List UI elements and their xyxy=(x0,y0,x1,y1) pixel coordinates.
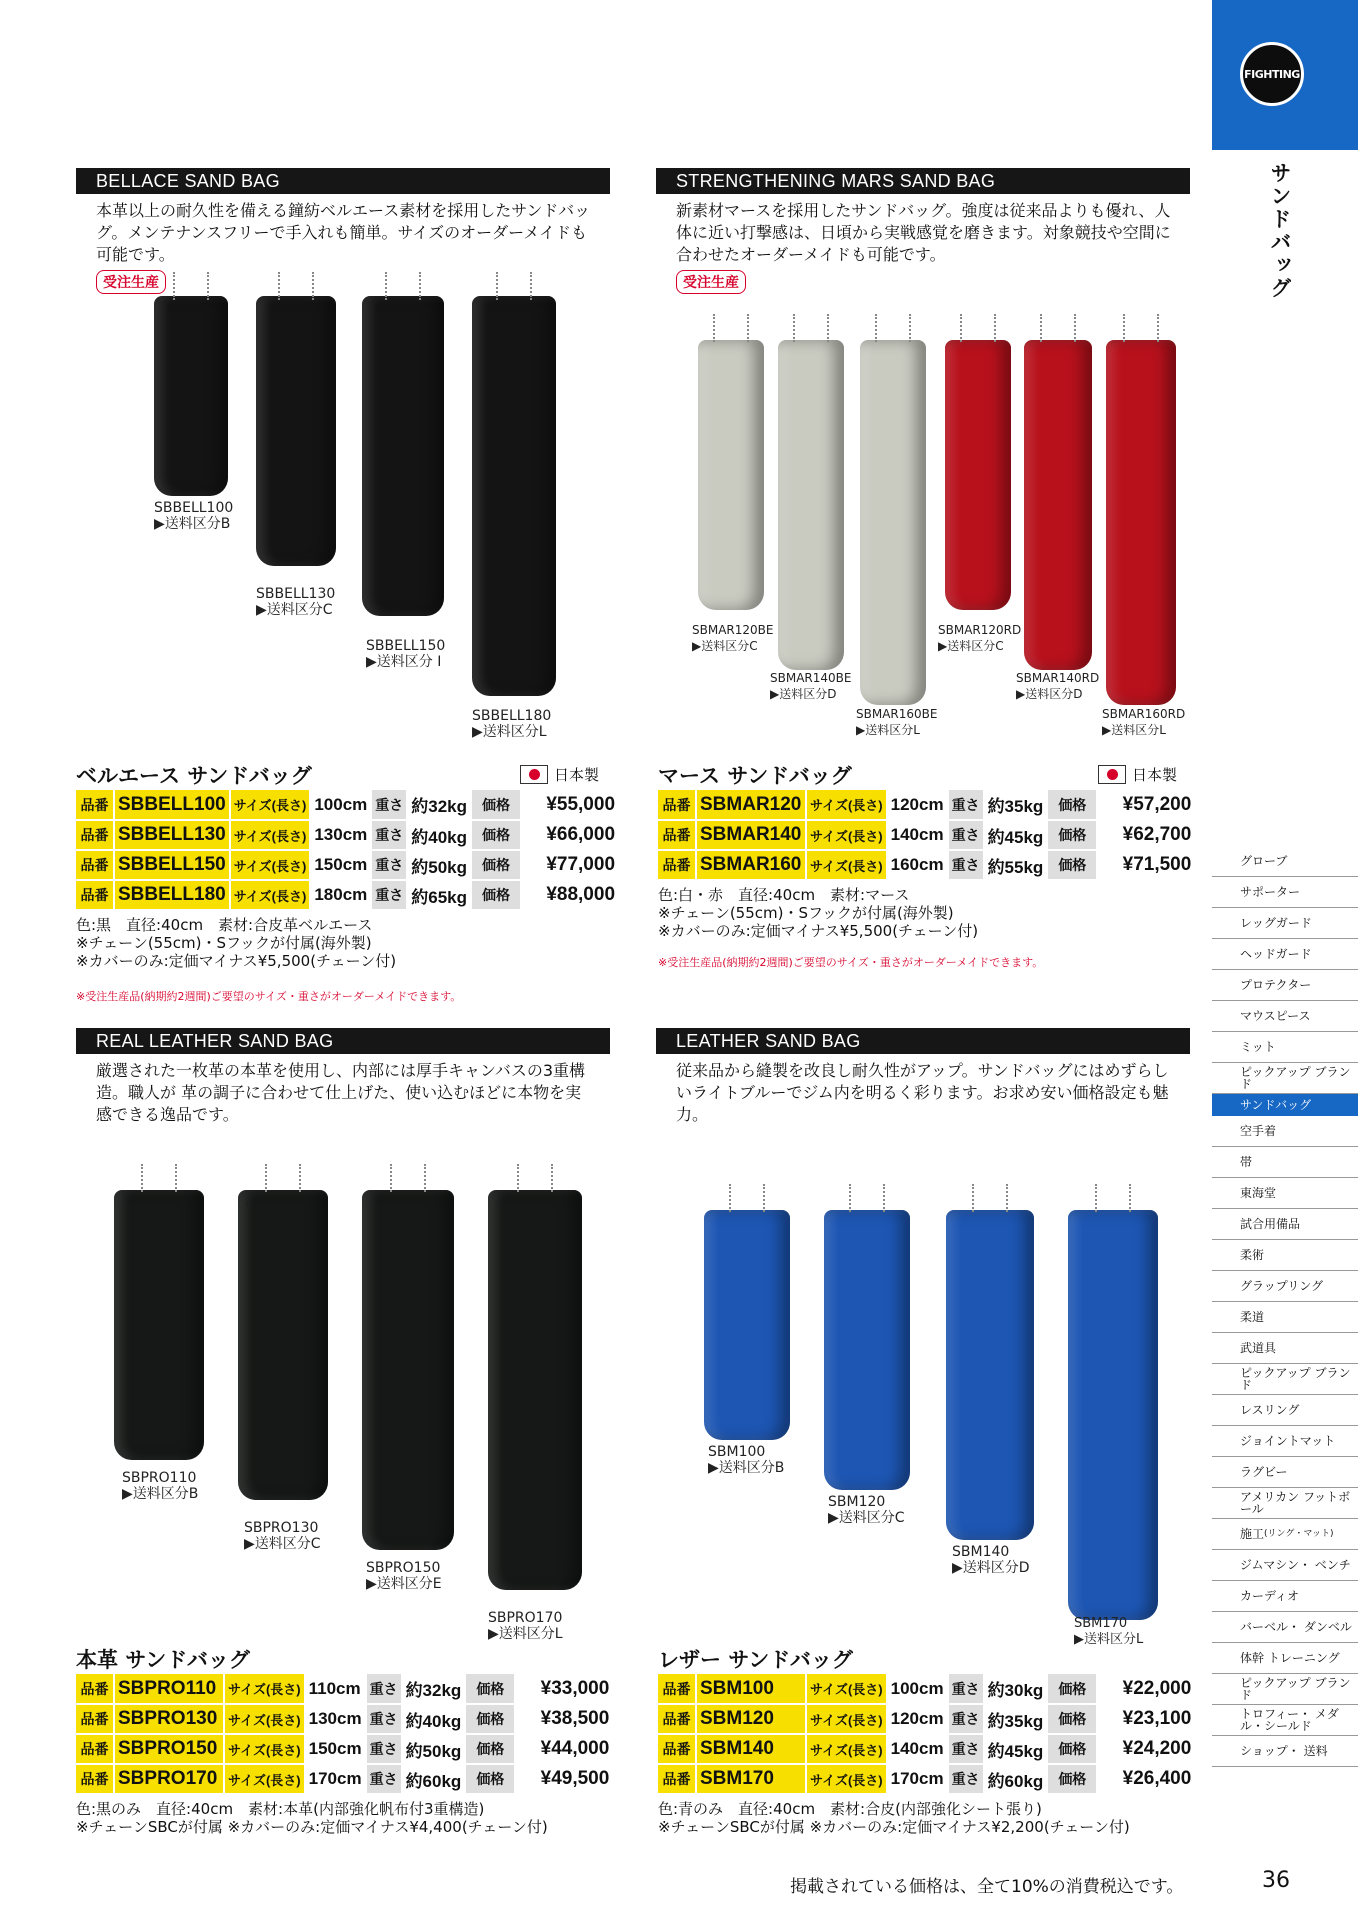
spec-table xyxy=(76,1674,614,1795)
weight-value: 約35kg xyxy=(984,1704,1048,1734)
price-value: ¥62,700 xyxy=(1097,820,1195,850)
price-label: 価格 xyxy=(1047,820,1097,850)
hinban-label: 品番 xyxy=(658,1704,696,1734)
weight-value: 約65kg xyxy=(407,880,471,910)
size-label: サイズ(長さ) xyxy=(230,850,311,880)
size-value: 130cm xyxy=(305,1704,366,1734)
weight-value: 約55kg xyxy=(984,850,1048,880)
size-label: サイズ(長さ) xyxy=(230,880,311,910)
price-label: 価格 xyxy=(471,820,521,850)
size-label: サイズ(長さ) xyxy=(806,1704,887,1734)
product-title: マース サンドバッグ xyxy=(658,764,852,788)
table-row xyxy=(76,790,619,820)
price-value: ¥23,100 xyxy=(1097,1704,1195,1734)
bag-image xyxy=(488,1190,582,1590)
nav-item[interactable]: 試合用備品 xyxy=(1212,1209,1358,1240)
bag-image xyxy=(256,296,336,566)
price-value: ¥71,500 xyxy=(1097,850,1195,880)
price-value: ¥33,000 xyxy=(515,1674,613,1704)
nav-item[interactable]: ヘッドガード xyxy=(1212,939,1358,970)
bag-image xyxy=(1068,1210,1158,1620)
bag-image xyxy=(472,296,556,696)
bag-label: SBMAR140RD ▶送料区分D xyxy=(1016,671,1100,701)
bag-image xyxy=(824,1210,910,1490)
nav-item[interactable]: アメリカン フットボール xyxy=(1212,1488,1358,1519)
bag-label: SBMAR140BE ▶送料区分D xyxy=(770,671,852,701)
vertical-category-label: サンドバッグ xyxy=(1268,162,1292,300)
made-in-japan: 日本製 xyxy=(520,764,599,785)
price-value: ¥57,200 xyxy=(1097,790,1195,820)
section-header: REAL LEATHER SAND BAG xyxy=(76,1028,610,1054)
size-value: 130cm xyxy=(310,820,371,850)
section-header: BELLACE SAND BAG xyxy=(76,168,610,194)
hinban-label: 品番 xyxy=(658,850,696,880)
product-code: SBPRO130 xyxy=(114,1704,224,1734)
japan-flag-icon xyxy=(1098,765,1126,784)
nav-item[interactable]: ミット xyxy=(1212,1032,1358,1063)
weight-value: 約45kg xyxy=(984,1734,1048,1764)
price-value: ¥24,200 xyxy=(1097,1734,1195,1764)
weight-label: 重さ xyxy=(371,850,407,880)
product-code: SBM140 xyxy=(696,1734,806,1764)
table-row xyxy=(658,1674,1195,1704)
product-code: SBM120 xyxy=(696,1704,806,1734)
nav-item[interactable]: ジムマシン・ ベンチ xyxy=(1212,1550,1358,1581)
section-real-leather xyxy=(76,1028,610,1126)
category-tab xyxy=(1212,0,1358,150)
size-value: 160cm xyxy=(887,850,948,880)
weight-value: 約60kg xyxy=(402,1764,466,1794)
nav-item[interactable]: ピックアップ ブランド xyxy=(1212,1674,1358,1705)
product-code: SBMAR160 xyxy=(696,850,806,880)
bag-label: SBBELL180 ▶送料区分L xyxy=(472,708,552,740)
price-label: 価格 xyxy=(471,790,521,820)
bag-label: SBM120 ▶送料区分C xyxy=(828,1494,905,1526)
weight-value: 約45kg xyxy=(984,820,1048,850)
weight-label: 重さ xyxy=(948,1674,984,1704)
hinban-label: 品番 xyxy=(658,820,696,850)
product-code: SBM100 xyxy=(696,1674,806,1704)
size-value: 150cm xyxy=(305,1734,366,1764)
bag-image xyxy=(238,1190,328,1500)
product-notes: 色:白・赤 直径:40cm 素材:マース ※チェーン(55cm)・Sフックが付属(海外製) ※カバーのみ:定価マイナス¥5,500(チェーン付) xyxy=(658,886,979,940)
nav-item[interactable]: 柔道 xyxy=(1212,1302,1358,1333)
product-title: ベルエース サンドバッグ xyxy=(76,764,312,788)
weight-label: 重さ xyxy=(948,1734,984,1764)
table-row xyxy=(658,820,1195,850)
bag-label: SBM140 ▶送料区分D xyxy=(952,1544,1030,1576)
hinban-label: 品番 xyxy=(658,790,696,820)
size-value: 100cm xyxy=(887,1674,948,1704)
price-label: 価格 xyxy=(1047,850,1097,880)
section-description: 厳選された一枚革の本革を使用し、内部には厚手キャンバスの3重構造。職人が 革の調子に合わせて仕上げた、使い込むほどに本物を実感できる逸品です。 xyxy=(96,1061,586,1124)
made-to-order-badge: 受注生産 xyxy=(96,270,166,294)
size-value: 100cm xyxy=(310,790,371,820)
bag-image xyxy=(704,1210,790,1440)
weight-label: 重さ xyxy=(371,790,407,820)
price-label: 価格 xyxy=(471,850,521,880)
size-label: サイズ(長さ) xyxy=(224,1674,305,1704)
nav-item[interactable]: 施工 (リング・マット) xyxy=(1212,1519,1358,1550)
bag-image xyxy=(1106,340,1176,705)
hinban-label: 品番 xyxy=(76,880,114,910)
product-title: 本革 サンドバッグ xyxy=(76,1648,250,1672)
weight-value: 約32kg xyxy=(402,1674,466,1704)
price-value: ¥55,000 xyxy=(521,790,619,820)
hinban-label: 品番 xyxy=(76,790,114,820)
nav-item[interactable]: カーディオ xyxy=(1212,1581,1358,1612)
product-code: SBMAR140 xyxy=(696,820,806,850)
weight-value: 約50kg xyxy=(407,850,471,880)
table-row xyxy=(76,1734,613,1764)
price-label: 価格 xyxy=(1047,790,1097,820)
tax-note: 掲載されている価格は、全て10%の消費税込です。 xyxy=(790,1877,1184,1897)
size-value: 140cm xyxy=(887,1734,948,1764)
table-row xyxy=(658,1734,1195,1764)
weight-label: 重さ xyxy=(366,1764,402,1794)
bag-image xyxy=(860,340,926,705)
size-value: 150cm xyxy=(310,850,371,880)
product-code: SBBELL130 xyxy=(114,820,230,850)
size-label: サイズ(長さ) xyxy=(224,1764,305,1794)
product-code: SBPRO110 xyxy=(114,1674,224,1704)
size-value: 120cm xyxy=(887,790,948,820)
japan-flag-icon xyxy=(520,765,548,784)
product-code: SBM170 xyxy=(696,1764,806,1794)
bag-label: SBPRO170 ▶送料区分L xyxy=(488,1610,563,1642)
nav-item[interactable]: レスリング xyxy=(1212,1395,1358,1426)
nav-item[interactable]: ジョイントマット xyxy=(1212,1426,1358,1457)
bag-label: SBMAR120RD ▶送料区分C xyxy=(938,623,1022,653)
price-value: ¥26,400 xyxy=(1097,1764,1195,1794)
product-notes: 色:青のみ 直径:40cm 素材:合皮(内部強化シート張り) ※チェーンSBCが付属 ※カバーのみ:定価マイナス¥2,200(チェーン付) xyxy=(658,1800,1130,1836)
table-row xyxy=(76,1764,613,1794)
size-value: 140cm xyxy=(887,820,948,850)
hinban-label: 品番 xyxy=(76,850,114,880)
weight-label: 重さ xyxy=(948,1704,984,1734)
product-photo-real-leather xyxy=(110,1160,590,1640)
nav-item[interactable]: ラグビー xyxy=(1212,1457,1358,1488)
section-header: STRENGTHENING MARS SAND BAG xyxy=(656,168,1190,194)
size-label: サイズ(長さ) xyxy=(806,820,887,850)
nav-item[interactable]: レッグガード xyxy=(1212,908,1358,939)
weight-label: 重さ xyxy=(948,1764,984,1794)
hinban-label: 品番 xyxy=(76,1674,114,1704)
size-value: 110cm xyxy=(305,1674,366,1704)
size-label: サイズ(長さ) xyxy=(806,1764,887,1794)
product-code: SBBELL150 xyxy=(114,850,230,880)
weight-label: 重さ xyxy=(948,820,984,850)
section-header: LEATHER SAND BAG xyxy=(656,1028,1190,1054)
spec-table xyxy=(76,790,620,911)
table-row xyxy=(76,850,619,880)
size-label: サイズ(長さ) xyxy=(806,1734,887,1764)
side-index xyxy=(1212,846,1358,1767)
bag-image xyxy=(362,1190,454,1550)
price-value: ¥66,000 xyxy=(521,820,619,850)
price-label: 価格 xyxy=(1047,1704,1097,1734)
size-label: サイズ(長さ) xyxy=(806,1674,887,1704)
hinban-label: 品番 xyxy=(658,1674,696,1704)
table-row xyxy=(658,790,1195,820)
table-row xyxy=(76,1674,613,1704)
price-value: ¥77,000 xyxy=(521,850,619,880)
size-label: サイズ(長さ) xyxy=(224,1704,305,1734)
price-label: 価格 xyxy=(465,1734,515,1764)
size-value: 170cm xyxy=(305,1764,366,1794)
hinban-label: 品番 xyxy=(658,1764,696,1794)
nav-item[interactable]: ピックアップ ブランド xyxy=(1212,1364,1358,1395)
nav-item[interactable]: 東海堂 xyxy=(1212,1178,1358,1209)
page-number: 36 xyxy=(1262,1868,1290,1893)
size-label: サイズ(長さ) xyxy=(230,820,311,850)
hinban-label: 品番 xyxy=(76,820,114,850)
bag-label: SBPRO110 ▶送料区分B xyxy=(122,1470,199,1502)
nav-item[interactable]: 武道具 xyxy=(1212,1333,1358,1364)
bag-label: SBBELL100 ▶送料区分B xyxy=(154,500,234,532)
order-note: ※受注生産品(納期約2週間)ご要望のサイズ・重さがオーダーメイドできます。 xyxy=(76,990,462,1003)
size-value: 180cm xyxy=(310,880,371,910)
product-title: レザー サンドバッグ xyxy=(658,1648,853,1672)
hinban-label: 品番 xyxy=(76,1734,114,1764)
price-value: ¥38,500 xyxy=(515,1704,613,1734)
weight-label: 重さ xyxy=(371,880,407,910)
bag-label: SBM100 ▶送料区分B xyxy=(708,1444,785,1476)
table-row xyxy=(76,1704,613,1734)
product-code: SBBELL100 xyxy=(114,790,230,820)
nav-item[interactable]: サポーター xyxy=(1212,877,1358,908)
nav-item[interactable]: グローブ xyxy=(1212,846,1358,877)
price-label: 価格 xyxy=(1047,1734,1097,1764)
bag-image xyxy=(1024,340,1092,670)
weight-value: 約35kg xyxy=(984,790,1048,820)
bag-label: SBBELL130 ▶送料区分C xyxy=(256,586,336,618)
section-leather xyxy=(656,1028,1190,1126)
weight-label: 重さ xyxy=(366,1704,402,1734)
bag-image xyxy=(946,1210,1034,1540)
weight-label: 重さ xyxy=(948,850,984,880)
made-to-order-badge: 受注生産 xyxy=(676,270,746,294)
product-code: SBMAR120 xyxy=(696,790,806,820)
bag-label: SBM170 ▶送料区分L xyxy=(1074,1616,1144,1647)
spec-table xyxy=(658,1674,1196,1795)
price-value: ¥88,000 xyxy=(521,880,619,910)
nav-item[interactable]: プロテクター xyxy=(1212,970,1358,1001)
bag-image xyxy=(945,340,1011,610)
bag-image xyxy=(698,340,764,610)
product-photo-leather xyxy=(690,1180,1180,1647)
table-row xyxy=(658,1764,1195,1794)
price-label: 価格 xyxy=(1047,1764,1097,1794)
bag-label: SBPRO130 ▶送料区分C xyxy=(244,1520,321,1552)
product-code: SBPRO150 xyxy=(114,1734,224,1764)
nav-item[interactable]: 空手着 xyxy=(1212,1116,1358,1147)
weight-value: 約50kg xyxy=(402,1734,466,1764)
fighting-logo: FIGHTING xyxy=(1240,42,1304,106)
bag-label: SBMAR160BE ▶送料区分L xyxy=(856,707,938,737)
product-notes: 色:黒のみ 直径:40cm 素材:本革(内部強化帆布付3重構造) ※チェーンSBCが付属 ※カバーのみ:定価マイナス¥4,400(チェーン付) xyxy=(76,1800,548,1836)
nav-item[interactable]: 体幹 トレーニング xyxy=(1212,1643,1358,1674)
hinban-label: 品番 xyxy=(76,1704,114,1734)
price-label: 価格 xyxy=(471,880,521,910)
bag-image xyxy=(114,1190,204,1460)
nav-item[interactable]: ショップ・ 送料 xyxy=(1212,1736,1358,1767)
product-notes: 色:黒 直径:40cm 素材:合皮革ベルエース ※チェーン(55cm)・Sフックが付属(海外製) ※カバーのみ:定価マイナス¥5,500(チェーン付) xyxy=(76,916,397,970)
nav-item[interactable]: 柔術 xyxy=(1212,1240,1358,1271)
size-label: サイズ(長さ) xyxy=(806,790,887,820)
bag-label: SBMAR160RD ▶送料区分L xyxy=(1102,707,1186,737)
weight-label: 重さ xyxy=(371,820,407,850)
nav-item[interactable]: ピックアップ ブランド xyxy=(1212,1063,1358,1094)
weight-label: 重さ xyxy=(366,1734,402,1764)
section-description: 従来品から縫製を改良し耐久性がアップ。サンドバッグにはめずらしいライトブルーでジム内を明るく彩ります。お求め安い価格設定も魅力。 xyxy=(676,1061,1169,1124)
price-label: 価格 xyxy=(465,1764,515,1794)
nav-item[interactable]: トロフィー・ メダル・シールド xyxy=(1212,1705,1358,1736)
product-photo-bellace xyxy=(140,280,580,740)
product-code: SBPRO170 xyxy=(114,1764,224,1794)
price-label: 価格 xyxy=(465,1674,515,1704)
section-mars xyxy=(656,168,1190,294)
made-in-japan: 日本製 xyxy=(1098,764,1177,785)
bag-image xyxy=(154,296,228,496)
size-label: サイズ(長さ) xyxy=(806,850,887,880)
weight-label: 重さ xyxy=(366,1674,402,1704)
nav-item-sub: (リング・マット) xyxy=(1264,1529,1334,1539)
nav-item[interactable]: マウスピース xyxy=(1212,1001,1358,1032)
price-value: ¥44,000 xyxy=(515,1734,613,1764)
product-code: SBBELL180 xyxy=(114,880,230,910)
size-label: サイズ(長さ) xyxy=(230,790,311,820)
weight-value: 約40kg xyxy=(402,1704,466,1734)
nav-item[interactable]: バーベル・ ダンベル xyxy=(1212,1612,1358,1643)
bag-label: SBMAR120BE ▶送料区分C xyxy=(692,623,774,653)
price-value: ¥49,500 xyxy=(515,1764,613,1794)
price-label: 価格 xyxy=(465,1704,515,1734)
nav-item[interactable]: サンドバッグ xyxy=(1212,1094,1358,1116)
size-label: サイズ(長さ) xyxy=(224,1734,305,1764)
table-row xyxy=(76,820,619,850)
table-row xyxy=(658,1704,1195,1734)
weight-value: 約60kg xyxy=(984,1764,1048,1794)
hinban-label: 品番 xyxy=(658,1734,696,1764)
bag-label: SBPRO150 ▶送料区分E xyxy=(366,1560,442,1592)
weight-label: 重さ xyxy=(948,790,984,820)
table-row xyxy=(658,850,1195,880)
table-row xyxy=(76,880,619,910)
weight-value: 約32kg xyxy=(407,790,471,820)
section-description: 本革以上の耐久性を備える鐘紡ベルエース素材を採用したサンドバッグ。メンテナンスフリーで手入れも簡単。サイズのオーダーメイドも可能です。 xyxy=(96,201,591,264)
bag-image xyxy=(362,296,444,616)
hinban-label: 品番 xyxy=(76,1764,114,1794)
weight-value: 約30kg xyxy=(984,1674,1048,1704)
product-photo-mars xyxy=(690,310,1190,740)
order-note: ※受注生産品(納期約2週間)ご要望のサイズ・重さがオーダーメイドできます。 xyxy=(658,956,1044,969)
section-description: 新素材マースを採用したサンドバッグ。強度は従来品よりも優れ、人体に近い打撃感は、日頃から実戦感覚を磨きます。対象競技や空間に合わせたオーダーメイドも可能です。 xyxy=(676,201,1171,264)
size-value: 170cm xyxy=(887,1764,948,1794)
nav-item[interactable]: グラップリング xyxy=(1212,1271,1358,1302)
spec-table xyxy=(658,790,1196,881)
bag-image xyxy=(778,340,844,670)
size-value: 120cm xyxy=(887,1704,948,1734)
price-label: 価格 xyxy=(1047,1674,1097,1704)
bag-label: SBBELL150 ▶送料区分 I xyxy=(366,638,446,670)
weight-value: 約40kg xyxy=(407,820,471,850)
nav-item[interactable]: 帯 xyxy=(1212,1147,1358,1178)
price-value: ¥22,000 xyxy=(1097,1674,1195,1704)
